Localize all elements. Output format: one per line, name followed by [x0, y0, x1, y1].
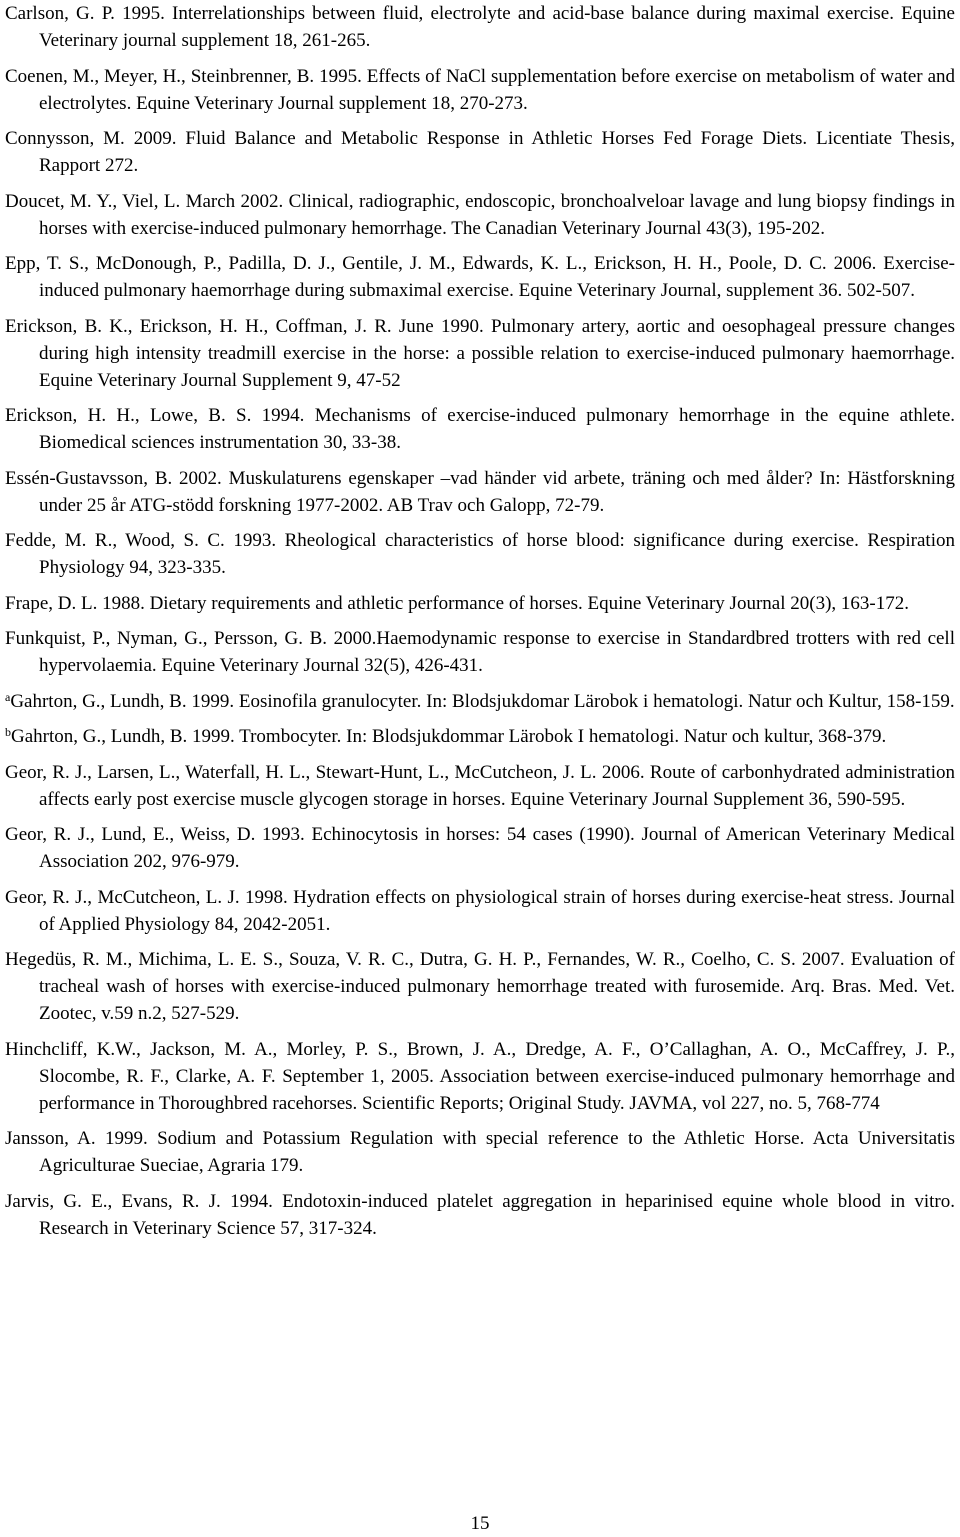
- reference-text: Jansson, A. 1999. Sodium and Potassium Regulation with special reference to the Athletic Horse. Acta Universitatis Agriculturae Sueciae, Agraria 179.: [5, 1128, 955, 1176]
- reference-entry: [5, 688, 955, 715]
- reference-text: Geor, R. J., Larsen, L., Waterfall, H. L., Stewart-Hunt, L., McCutcheon, J. L. 2006. Route of carbonhydrated administration affects early post exercise muscle glycogen storage in horses. Equine Veterinary Journal Supplement 36, 590-595.: [5, 761, 955, 810]
- reference-page: [5, 0, 955, 1250]
- reference-entry: [5, 1125, 955, 1179]
- reference-entry: [5, 250, 955, 304]
- reference-entry: [5, 527, 955, 581]
- reference-superscript: a: [5, 689, 11, 704]
- reference-text: Doucet, M. Y., Viel, L. March 2002. Clinical, radiographic, endoscopic, bronchoalveloar lavage and lung biopsy findings in horses with exercise-induced pulmonary hemorrhage. The Canadian Veterinary Journal 43(3), 195-202.: [5, 190, 955, 239]
- reference-text: Fedde, M. R., Wood, S. C. 1993. Rheological characteristics of horse blood: significance during exercise. Respiration Physiology 94, 323-335.: [5, 530, 955, 578]
- reference-text: Hinchcliff, K.W., Jackson, M. A., Morley, P. S., Brown, J. A., Dredge, A. F., O’Callaghan, A. O., McCaffrey, J. P., Slocombe, R. F., Clarke, A. F. September 1, 2005. Association between exercise-induced pulmonary hemorrhage and performance in Thoroughbred racehorses. Scientific Reports; Original Study. JAVMA, vol 227, no. 5, 768-774: [5, 1038, 955, 1114]
- reference-text: Essén-Gustavsson, B. 2002. Muskulaturens egenskaper –vad händer vid arbete, träning och med ålder? In: Hästforskning under 25 år ATG-stödd forskning 1977-2002. AB Trav och Galopp, 72-79.: [5, 467, 955, 516]
- reference-entry: [5, 63, 955, 117]
- reference-text: Gahrton, G., Lundh, B. 1999. Trombocyter. In: Blodsjukdommar Lärobok I hematologi. Natur och kultur, 368-379.: [11, 726, 887, 747]
- reference-superscript: b: [5, 725, 11, 739]
- reference-text: Epp, T. S., McDonough, P., Padilla, D. J., Gentile, J. M., Edwards, K. L., Erickson, H. H., Poole, D. C. 2006. Exercise-induced pulmonary haemorrhage during submaximal exercise. Equine Veterinary Journal, supplement 36. 502-507.: [5, 253, 955, 301]
- reference-text: Connysson, M. 2009. Fluid Balance and Metabolic Response in Athletic Horses Fed Forage Diets. Licentiate Thesis, Rapport 272.: [5, 128, 955, 176]
- reference-entry: [5, 125, 955, 179]
- reference-text: Geor, R. J., McCutcheon, L. J. 1998. Hydration effects on physiological strain of horses during exercise-heat stress. Journal of Applied Physiology 84, 2042-2051.: [5, 886, 955, 935]
- reference-text: Jarvis, G. E., Evans, R. J. 1994. Endotoxin-induced platelet aggregation in heparinised equine whole blood in vitro. Research in Veterinary Science 57, 317-324.: [5, 1190, 955, 1239]
- reference-text: Funkquist, P., Nyman, G., Persson, G. B. 2000.Haemodynamic response to exercise in Standardbred trotters with red cell hypervolaemia. Equine Veterinary Journal 32(5), 426-431.: [5, 628, 955, 676]
- reference-entry: [5, 590, 955, 617]
- reference-text: Frape, D. L. 1988. Dietary requirements and athletic performance of horses. Equine Veterinary Journal 20(3), 163-172.: [5, 592, 909, 614]
- reference-entry: [5, 625, 955, 679]
- reference-text: Hegedüs, R. M., Michima, L. E. S., Souza, V. R. C., Dutra, G. H. P., Fernandes, W. R., Coelho, C. S. 2007. Evaluation of tracheal wash of horses with exercise-induced pulmonary hemorrhage treated with furosemide. Arq. Bras. Med. Vet. Zootec, v.59 n.2, 527-529.: [5, 949, 955, 1024]
- reference-text: Erickson, H. H., Lowe, B. S. 1994. Mechanisms of exercise-induced pulmonary hemorrhage in the equine athlete. Biomedical sciences instrumentation 30, 33-38.: [5, 405, 955, 453]
- reference-entry: [5, 1036, 955, 1117]
- reference-text: Coenen, M., Meyer, H., Steinbrenner, B. 1995. Effects of NaCl supplementation before exercise on metabolism of water and electrolytes. Equine Veterinary Journal supplement 18, 270-273.: [5, 65, 955, 114]
- reference-entry: [5, 188, 955, 242]
- reference-text: Erickson, B. K., Erickson, H. H., Coffman, J. R. June 1990. Pulmonary artery, aortic and oesophageal pressure changes during high intensity treadmill exercise in the horse: a possible relation to exercise-induced pulmonary haemorrhage. Equine Veterinary Journal Supplement 9, 47-52: [5, 315, 955, 391]
- reference-entry: [5, 313, 955, 394]
- reference-text: Carlson, G. P. 1995. Interrelationships between fluid, electrolyte and acid-base balance during maximal exercise. Equine Veterinary journal supplement 18, 261-265.: [5, 3, 955, 51]
- reference-entry: [5, 1188, 955, 1242]
- reference-entry: [5, 723, 955, 750]
- reference-entry: [5, 884, 955, 938]
- reference-text: Geor, R. J., Lund, E., Weiss, D. 1993. Echinocytosis in horses: 54 cases (1990). Journal of American Veterinary Medical Association 202, 976-979.: [5, 824, 955, 872]
- reference-entry: [5, 946, 955, 1027]
- reference-entry: [5, 402, 955, 456]
- reference-entry: [5, 759, 955, 813]
- reference-entry: [5, 0, 955, 54]
- reference-list: [5, 0, 955, 1242]
- reference-entry: [5, 821, 955, 875]
- page-number: 15: [470, 1513, 490, 1534]
- reference-text: Gahrton, G., Lundh, B. 1999. Eosinofila granulocyter. In: Blodsjukdomar Lärobok i hematologi. Natur och Kultur, 158-159.: [10, 690, 955, 712]
- reference-entry: [5, 465, 955, 519]
